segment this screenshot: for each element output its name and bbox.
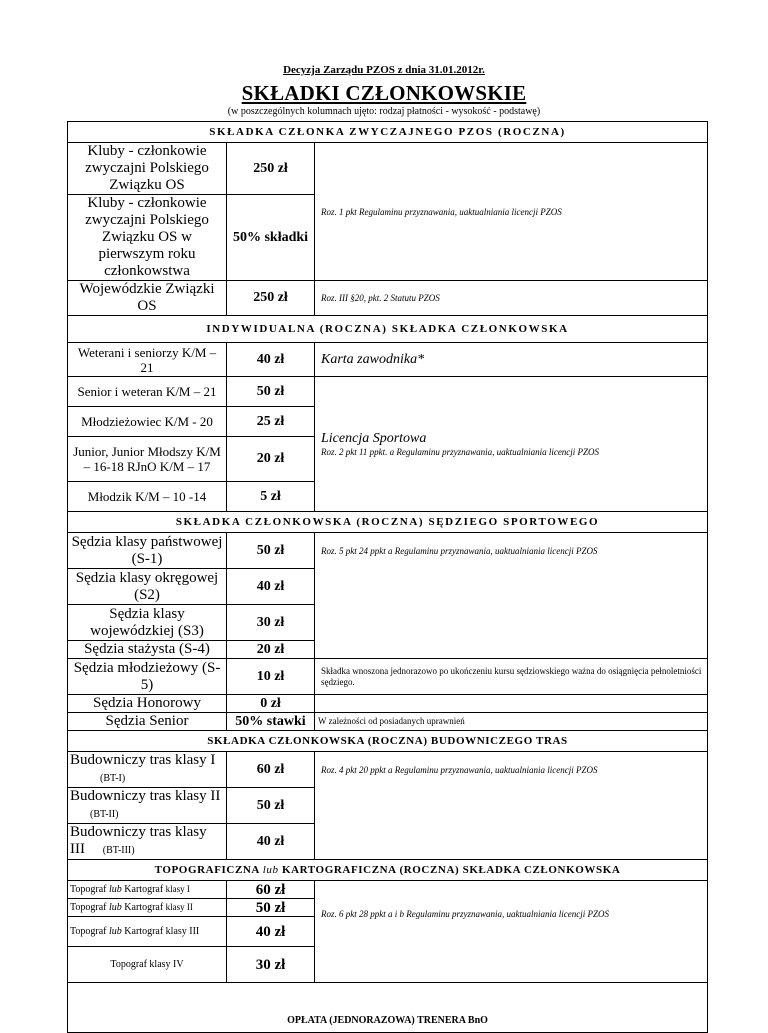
empty-cell <box>315 605 708 641</box>
fee-name: Senior i weteran K/M – 21 <box>68 377 227 407</box>
kartograf-label: Kartograf <box>124 884 164 895</box>
builder-class-label: Budowniczy tras klasy II <box>70 788 221 804</box>
fee-name: Młodzieżowiec K/M - 20 <box>68 407 227 437</box>
topograf-label: Topograf <box>70 902 107 913</box>
section-zwyczajny-header: SKŁADKA CZŁONKA ZWYCZAJNEGO PZOS (ROCZNA) <box>68 122 708 143</box>
fee-name: Sędzia stażysta (S-4) <box>68 641 227 659</box>
section-trener-header: OPŁATA (JEDNORAZOWA) TRENERA BnO <box>68 983 708 1033</box>
fee-name <box>68 899 227 917</box>
fee-name <box>68 824 227 860</box>
license-note: Roz. 2 pkt 11 ppkt. a Regulaminu przyznawania, uaktualniania licencji PZOS <box>321 447 600 457</box>
fee-amount: 30 zł <box>227 605 315 641</box>
builder-class-code: (BT-II) <box>90 809 119 820</box>
fee-name: Sędzia młodzieżowy (S-5) <box>68 659 227 695</box>
empty-cell <box>315 824 708 860</box>
fee-name <box>68 752 227 788</box>
section-topograf-b: KARTOGRAFICZNA (ROCZNA) SKŁADKA CZŁONKOWSKA <box>281 864 621 876</box>
fee-name: Sędzia Honorowy <box>68 695 227 713</box>
fee-amount: 20 zł <box>227 437 315 482</box>
fee-amount: 10 zł <box>227 659 315 695</box>
empty-cell <box>315 788 708 824</box>
fee-basis: Roz. 4 pkt 20 ppkt a Regulaminu przyznawania, uaktualniania licencji PZOS <box>315 752 708 788</box>
fee-amount: 40 zł <box>227 343 315 377</box>
fee-name: Sędzia klasy okręgowej (S2) <box>68 569 227 605</box>
fee-name: Kluby - członkowie zwyczajni Polskiego Związku OS w pierwszym roku członkowstwa <box>68 195 227 281</box>
or-label: lub <box>109 884 122 895</box>
empty-cell <box>315 569 708 605</box>
builder-class-label: Budowniczy tras klasy III <box>70 824 207 857</box>
section-indywidualna-header: INDYWIDUALNA (ROCZNA) SKŁADKA CZŁONKOWSKA <box>68 316 708 343</box>
fee-amount: 25 zł <box>227 407 315 437</box>
fee-amount: 50 zł <box>227 899 315 917</box>
fee-amount: 250 zł <box>227 281 315 316</box>
fee-name: Wojewódzkie Związki OS <box>68 281 227 316</box>
fee-amount: 250 zł <box>227 143 315 195</box>
fee-amount: 60 zł <box>227 881 315 899</box>
fee-amount: 40 zł <box>227 569 315 605</box>
fee-name: Junior, Junior Młodszy K/M – 16-18 RJnO K/M – 17 <box>68 437 227 482</box>
fee-amount: 40 zł <box>227 824 315 860</box>
builder-class-code: (BT-III) <box>102 845 135 856</box>
fee-amount: 20 zł <box>227 641 315 659</box>
topograf-label: Topograf <box>70 884 107 895</box>
fee-name: Sędzia klasy państwowej (S-1) <box>68 533 227 569</box>
fee-name: Sędzia klasy wojewódzkiej (S3) <box>68 605 227 641</box>
builder-class-code: (BT-I) <box>100 773 126 784</box>
empty-cell <box>315 641 708 659</box>
class-label: klasy I <box>165 884 190 894</box>
fee-name <box>68 788 227 824</box>
fee-basis: Roz. 6 pkt 28 ppkt a i b Regulaminu przyznawania, uaktualniania licencji PZOS <box>315 881 708 947</box>
fee-name: Weterani i seniorzy K/M – 21 <box>68 343 227 377</box>
fee-amount: 60 zł <box>227 752 315 788</box>
fee-amount: 50% stawki <box>227 713 315 731</box>
fee-name: Młodzik K/M – 10 -14 <box>68 482 227 512</box>
page-subtitle: (w poszczególnych kolumnach ujęto: rodzaj płatności - wysokość - podstawę) <box>227 106 541 117</box>
kartograf-label: Kartograf <box>124 902 164 913</box>
fee-amount: 50% składki <box>227 195 315 281</box>
empty-cell <box>315 695 708 713</box>
fees-table <box>67 121 708 1033</box>
fee-amount: 5 zł <box>227 482 315 512</box>
fee-basis: Składka wnoszona jednorazowo po ukończeniu kursu sędziowskiego ważna do osiągnięcia pełnoletniości sędziego. <box>315 659 708 695</box>
fee-amount: 50 zł <box>227 788 315 824</box>
fee-amount: 30 zł <box>227 947 315 983</box>
or-label: lub <box>109 902 122 913</box>
fee-amount: 0 zł <box>227 695 315 713</box>
license-basis <box>315 377 708 512</box>
fee-amount: 40 zł <box>227 917 315 947</box>
fee-amount: 50 zł <box>227 377 315 407</box>
fee-name: Topograf klasy IV <box>68 947 227 983</box>
kartograf-label: Kartograf klasy III <box>124 926 200 937</box>
fee-amount: 50 zł <box>227 533 315 569</box>
topograf-label: Topograf <box>70 926 107 937</box>
or-label: lub <box>109 926 122 937</box>
license-title: Licencja Sportowa <box>321 431 427 446</box>
fee-basis: Roz. III §20, pkt. 2 Statutu PZOS <box>315 281 708 316</box>
section-topograf-header <box>68 860 708 881</box>
section-budowniczy-header: SKŁADKA CZŁONKOWSKA (ROCZNA) BUDOWNICZEGO TRAS <box>68 731 708 752</box>
fee-name: Kluby - członkowie zwyczajni Polskiego Związku OS <box>68 143 227 195</box>
section-sedzia-header: SKŁADKA CZŁONKOWSKA (ROCZNA) SĘDZIEGO SPORTOWEGO <box>68 512 708 533</box>
fee-basis: W zależności od posiadanych uprawnień <box>315 713 708 731</box>
section-topograf-a: TOPOGRAFICZNA <box>154 864 260 876</box>
fee-basis: Karta zawodnika* <box>315 343 708 377</box>
fee-name: Sędzia Senior <box>68 713 227 731</box>
fee-basis: Roz. 5 pkt 24 ppkt a Regulaminu przyznawania, uaktualniania licencji PZOS <box>315 533 708 569</box>
empty-cell <box>315 947 708 983</box>
fee-name <box>68 881 227 899</box>
fee-name <box>68 917 227 947</box>
class-label: klasy II <box>165 902 193 912</box>
page-title: SKŁADKI CZŁONKOWSKIE <box>241 81 527 105</box>
decision-heading: Decyzja Zarządu PZOS z dnia 31.01.2012r. <box>283 64 485 76</box>
section-topograf-lub: lub <box>262 864 279 876</box>
builder-class-label: Budowniczy tras klasy I <box>70 752 216 768</box>
fee-basis: Roz. 1 pkt Regulaminu przyznawania, uaktualniania licencji PZOS <box>315 143 708 281</box>
